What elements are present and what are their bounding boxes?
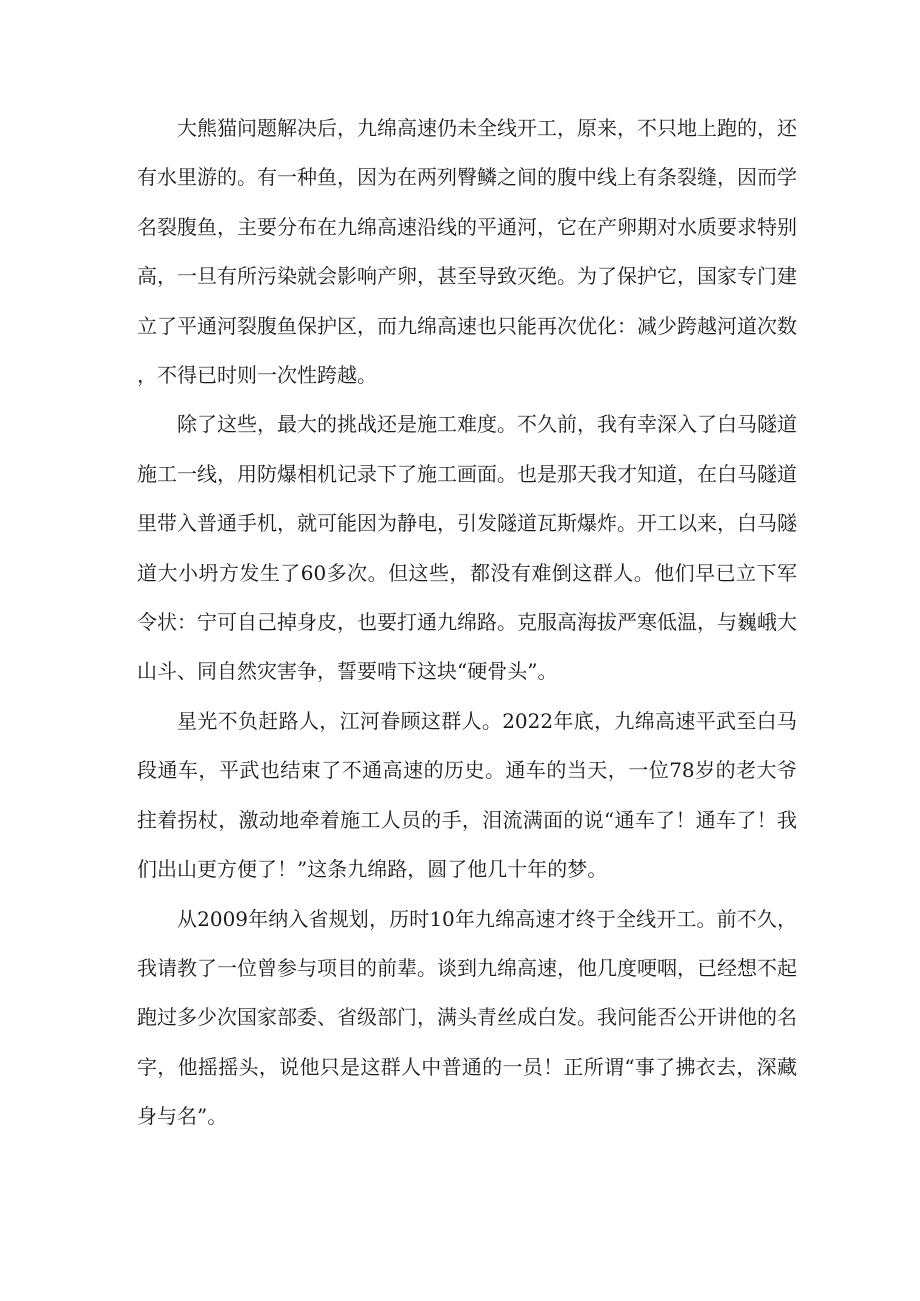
paragraph-1: 大熊猫问题解决后，九绵高速仍未全线开工，原来，不只地上跑的，还有水里游的。有一种鱼，因为在两列臀鳞之间的腹中线上有条裂缝，因而学名裂腹鱼，主要分布在九绵高速沿线的平通河，它在产卵期对水质要求特别高，一旦有所污染就会影响产卵，甚至导致灭绝。为了保护它，国家专门建立了平通河裂腹鱼保护区，而九绵高速也只能再次优化：减少跨越河道次数，不得已时则一次性跨越。: [137, 116, 797, 388]
paragraph-3: 星光不负赶路人，江河眷顾这群人。2022年底，九绵高速平武至白马段通车，平武也结束了不通高速的历史。通车的当天，一位78岁的老大爷拄着拐杖，激动地牵着施工人员的手，泪流满面的说“通车了！通车了！我们出山更方便了！”这条九绵路，圆了他几十年的梦。: [137, 708, 797, 882]
paragraph-2: 除了这些，最大的挑战还是施工难度。不久前，我有幸深入了白马隧道施工一线，用防爆相机记录下了施工画面。也是那天我才知道，在白马隧道里带入普通手机，就可能因为静电，引发隧道瓦斯爆炸。开工以来，白马隧道大小坍方发生了60多次。但这些，都没有难倒这群人。他们早已立下军令状：宁可自己掉身皮，也要打通九绵路。克服高海拔严寒低温，与巍峨大山斗、同自然灾害争，誓要啃下这块“硬骨头”。: [137, 412, 797, 684]
paragraph-4: 从2009年纳入省规划，历时10年九绵高速才终于全线开工。前不久，我请教了一位曾参与项目的前辈。谈到九绵高速，他几度哽咽，已经想不起跑过多少次国家部委、省级部门，满头青丝成白发。我问能否公开讲他的名字，他摇摇头，说他只是这群人中普通的一员！正所谓“事了拂衣去，深藏身与名”。: [137, 906, 797, 1129]
document-body: [137, 104, 797, 1142]
